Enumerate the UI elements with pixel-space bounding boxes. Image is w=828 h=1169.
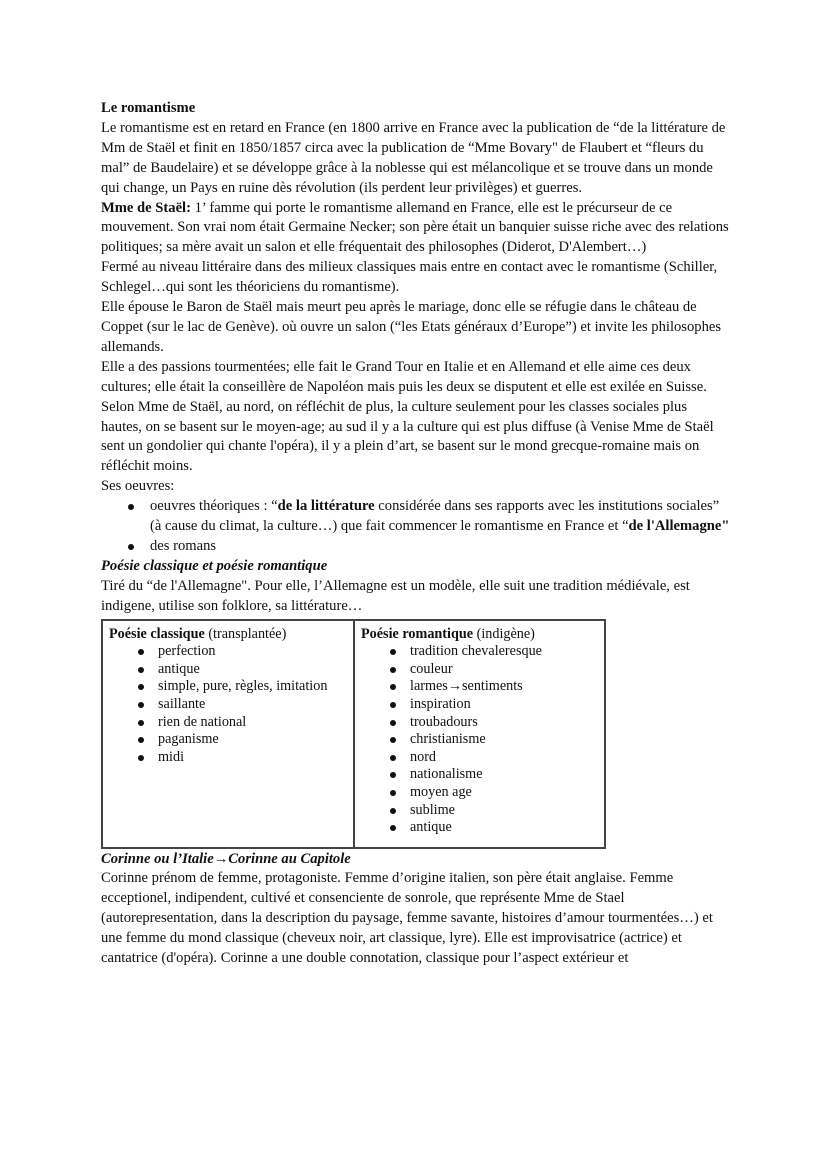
section-title: Le romantisme bbox=[101, 100, 196, 116]
column-classique-header bbox=[109, 626, 347, 644]
list-item: paganisme bbox=[109, 731, 347, 749]
list-item: nationalisme bbox=[361, 766, 598, 784]
works-label: Ses oeuvres: bbox=[101, 478, 175, 495]
stael-text: 1’ famme qui porte le romantisme allemand en France, elle est le précurseur de ce mouvement. Son vrai nom était Germaine Necker; son père était un banquier suisse riche avec des relations politiques; sa mère avait un salon et elle fréquentait des philosophes (Diderot, D'Alembert…) bbox=[101, 199, 729, 256]
paragraph-coppet: Elle épouse le Baron de Staël mais meurt peu après le mariage, donc elle se réfugie dans le château de Coppet (sur le lac de Genève). où ouvre un salon (“les Etats généraux d’Europe”) et invite les philosophes allemands. bbox=[101, 299, 722, 355]
poesie-text: Tiré du “de l'Allemagne". Pour elle, l’Allemagne est un modèle, elle suit une tradition médiévale, est indigene, utilise son folklore, sa littérature… bbox=[101, 577, 690, 614]
list-item: midi bbox=[109, 749, 347, 767]
list-item: couleur bbox=[361, 661, 598, 679]
stael-label: Mme de Staël: bbox=[101, 199, 191, 216]
column-subtitle: (indigène) bbox=[473, 625, 535, 642]
list-item: antique bbox=[109, 661, 347, 679]
classique-list bbox=[109, 643, 347, 766]
list-item: moyen age bbox=[361, 784, 598, 802]
list-item: nord bbox=[361, 749, 598, 767]
works-text: oeuvres théoriques : “ bbox=[150, 498, 278, 515]
column-romantique bbox=[354, 620, 605, 848]
list-item: perfection bbox=[109, 643, 347, 661]
list-item: antique bbox=[361, 819, 598, 837]
list-item: simple, pure, règles, imitation bbox=[109, 678, 347, 696]
works-title-litterature: de la littérature bbox=[277, 498, 375, 515]
corinne-text: Corinne prénom de femme, protagoniste. Femme d’origine italien, son père était anglaise. Femme ecceptionel, indipendent, cultivé et consenciente de sonrole, que représente Mme de Stael (autorepresentation, dans la description du paysage, femme savante, histoires d’amour tourmentées…) et une femme du mond classique (cheveux noir, art classique, lyre). Elle est improvisatrice (actrice) et cantatrice (d'opéra). Corinne a une double connotation, classique pour l’aspect extérieur et bbox=[101, 870, 713, 967]
stael-paragraph bbox=[101, 199, 731, 259]
works-item-theoriques bbox=[101, 497, 731, 537]
list-item: tradition chevaleresque bbox=[361, 643, 598, 661]
corinne-heading: Corinne ou l’Italie→Corinne au Capitole bbox=[101, 850, 351, 867]
list-item: saillante bbox=[109, 696, 347, 714]
column-title: Poésie romantique bbox=[361, 625, 474, 642]
romantique-list bbox=[361, 643, 598, 837]
works-item-romans: des romans bbox=[101, 537, 731, 557]
comparison-table bbox=[101, 619, 606, 849]
intro-paragraph: Le romantisme est en retard en France (en 1800 arrive en France avec la publication de “de la littérature de Mm de Staël et finit en 1850/1857 circa avec la publication de “Mme Bovary" de Flaubert et “fleurs du mal” de Baudelaire) et se développe grâce à la noblesse qui est mélancolique et se trouve dans un monde qui change, un Pays en ruine dès révolution (ils perdent leur privilèges) et guerres. bbox=[101, 119, 726, 196]
column-title: Poésie classique bbox=[109, 625, 205, 642]
document-page bbox=[101, 99, 731, 969]
works-text: considérée dans ses rapports avec les institutions sociales” (à cause du climat, la culture…) que fait commencer le romantisme en France et “ bbox=[150, 498, 720, 535]
column-subtitle: (transplantée) bbox=[204, 625, 287, 642]
paragraph-passions: Elle a des passions tourmentées; elle fait le Grand Tour en Italie et en Allemand et elle aime ces deux cultures; elle était la conseillère de Napoléon mais puis les deux se disputent et elle est exilée en Suisse. bbox=[101, 358, 707, 395]
works-list bbox=[101, 497, 731, 557]
works-title-allemagne: de l'Allemagne bbox=[628, 518, 722, 535]
list-item: rien de national bbox=[109, 714, 347, 732]
paragraph-nord-sud: Selon Mme de Staël, au nord, on réfléchit de plus, la culture seulement pour les classes sociales plus hautes, on se basent sur le moyen-age; au sud il y a la culture qui est plus diffuse (à Venise Mme de Staël sent un gondolier qui chante l'opéra), il y a plein d’art, se basent sur le mond grecque-romaine mais on réfléchit moins. bbox=[101, 398, 714, 475]
column-romantique-header bbox=[361, 626, 598, 644]
list-item: troubadours bbox=[361, 714, 598, 732]
list-item: inspiration bbox=[361, 696, 598, 714]
list-item: larmes→sentiments bbox=[361, 678, 598, 696]
column-classique bbox=[102, 620, 354, 848]
list-item: sublime bbox=[361, 802, 598, 820]
poesie-heading: Poésie classique et poésie romantique bbox=[101, 557, 328, 574]
paragraph-contact: Fermé au niveau littéraire dans des milieux classiques mais entre en contact avec le romantisme (Schiller, Schlegel…qui sont les théoriciens du romantisme). bbox=[101, 259, 718, 296]
works-text: " bbox=[721, 518, 730, 535]
list-item: christianisme bbox=[361, 731, 598, 749]
